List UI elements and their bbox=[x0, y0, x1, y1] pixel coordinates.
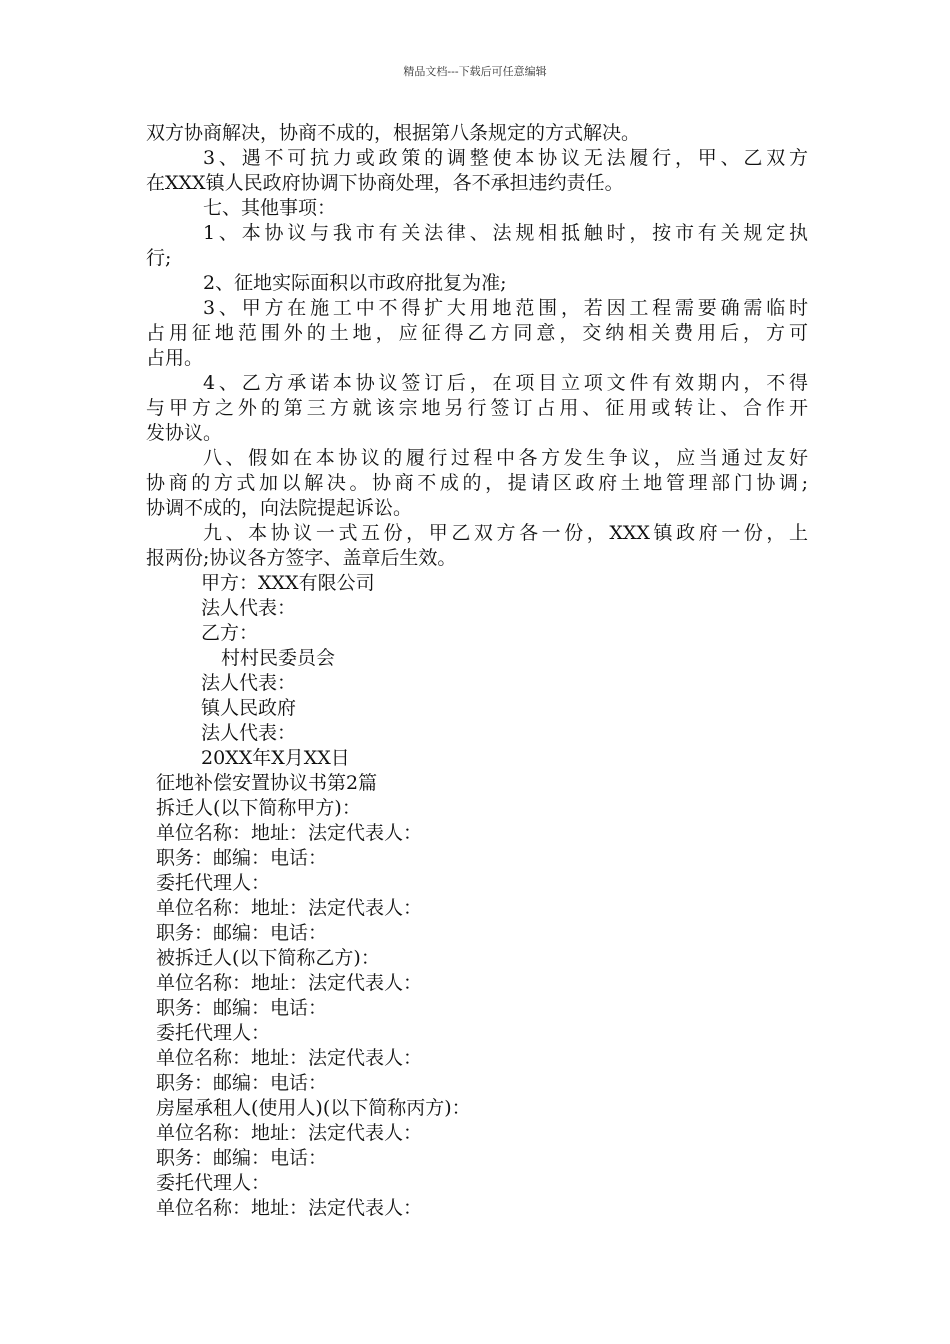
text-line: 3、甲方在施工中不得扩大用地范围，若因工程需要确需临时 bbox=[203, 297, 808, 319]
text-line: 占用征地范围外的土地，应征得乙方同意，交纳相关费用后，方可 bbox=[146, 322, 808, 344]
text-line: 职务：邮编：电话： bbox=[156, 922, 328, 944]
text-line: 单位名称：地址：法定代表人： bbox=[156, 897, 423, 919]
text-line: 报两份;协议各方签字、盖章后生效。 bbox=[146, 547, 457, 569]
text-line: 4、乙方承诺本协议签订后，在项目立项文件有效期内，不得 bbox=[203, 372, 808, 394]
text-line: 职务：邮编：电话： bbox=[156, 1147, 328, 1169]
text-line: 乙方： bbox=[201, 622, 259, 644]
text-line: 单位名称：地址：法定代表人： bbox=[156, 1047, 423, 1069]
text-line: 职务：邮编：电话： bbox=[156, 997, 328, 1019]
text-line: 双方协商解决，协商不成的，根据第八条规定的方式解决。 bbox=[146, 122, 641, 144]
page-header: 精品文档---下载后可任意编辑 bbox=[403, 65, 547, 78]
text-line: 行; bbox=[146, 247, 172, 269]
text-line: 2、征地实际面积以市政府批复为准; bbox=[203, 272, 507, 294]
text-line: 20XX年X月XX日 bbox=[201, 747, 350, 769]
text-line: 甲方：XXX有限公司 bbox=[201, 572, 375, 594]
text-line: 单位名称：地址：法定代表人： bbox=[156, 822, 423, 844]
text-line: 征地补偿安置协议书第2篇 bbox=[156, 772, 378, 794]
text-line: 发协议。 bbox=[146, 422, 223, 444]
text-line: 村村民委员会 bbox=[221, 647, 336, 669]
text-line: 单位名称：地址：法定代表人： bbox=[156, 972, 423, 994]
text-line: 房屋承租人(使用人)(以下简称丙方)： bbox=[156, 1097, 471, 1119]
text-line: 协调不成的，向法院提起诉讼。 bbox=[146, 497, 413, 519]
text-line: 单位名称：地址：法定代表人： bbox=[156, 1197, 423, 1219]
text-line: 镇人民政府 bbox=[201, 697, 297, 719]
text-line: 1、本协议与我市有关法律、法规相抵触时，按市有关规定执 bbox=[203, 222, 808, 244]
text-line: 九、本协议一式五份，甲乙双方各一份，XXX镇政府一份，上 bbox=[203, 522, 808, 544]
text-line: 3、遇不可抗力或政策的调整使本协议无法履行，甲、乙双方 bbox=[203, 147, 808, 169]
text-line: 七、其他事项： bbox=[203, 197, 337, 219]
text-line: 占用。 bbox=[146, 347, 204, 369]
text-line: 职务：邮编：电话： bbox=[156, 847, 328, 869]
text-line: 单位名称：地址：法定代表人： bbox=[156, 1122, 423, 1144]
text-line: 被拆迁人(以下简称乙方)： bbox=[156, 947, 380, 969]
text-line: 委托代理人： bbox=[156, 1172, 271, 1194]
text-line: 与甲方之外的第三方就该宗地另行签订占用、征用或转让、合作开 bbox=[146, 397, 808, 419]
text-line: 拆迁人(以下简称甲方)： bbox=[156, 797, 361, 819]
text-line: 委托代理人： bbox=[156, 1022, 271, 1044]
text-line: 法人代表： bbox=[201, 722, 297, 744]
text-line: 八、假如在本协议的履行过程中各方发生争议，应当通过友好 bbox=[203, 447, 808, 469]
text-line: 在XXX镇人民政府协调下协商处理，各不承担违约责任。 bbox=[146, 172, 624, 194]
text-line: 法人代表： bbox=[201, 597, 297, 619]
document-body bbox=[146, 121, 808, 1221]
text-line: 协商的方式加以解决。协商不成的，提请区政府土地管理部门协调; bbox=[146, 472, 808, 494]
text-line: 法人代表： bbox=[201, 672, 297, 694]
text-line: 委托代理人： bbox=[156, 872, 271, 894]
text-line: 职务：邮编：电话： bbox=[156, 1072, 328, 1094]
